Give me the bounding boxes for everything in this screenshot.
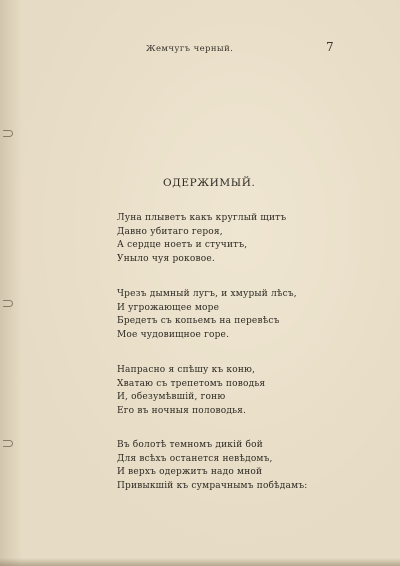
poem-line: А сердце ноетъ и стучитъ, <box>117 240 248 250</box>
stanza-3 <box>117 364 265 418</box>
poem-line: Давно убитаго героя, <box>117 226 223 237</box>
poem-line: Его въ ночныя половодья. <box>117 405 247 416</box>
poem-line: И верхъ одержитъ надо мной <box>117 467 263 477</box>
poem-line: Напрасно я спѣшу къ коню, <box>117 365 256 375</box>
poem-line: Привыкшій къ сумрачнымъ побѣдамъ: <box>117 480 308 491</box>
page-edge-shadow <box>0 558 400 566</box>
poem-line: Въ болотѣ темномъ дикій бой <box>117 440 263 450</box>
binding-stitch <box>3 440 13 447</box>
poem-line: Луна плыветъ какъ круглый щитъ <box>117 213 287 223</box>
binding-stitch <box>3 130 13 137</box>
poem-line: И, обезумѣвшій, гоню <box>117 392 226 402</box>
page-number: 7 <box>326 40 334 54</box>
poem-title: ОДЕРЖИМЫЙ. <box>163 177 256 189</box>
poem-line: Мое чудовищное горе. <box>117 329 230 340</box>
poem-line: Хватаю съ трепетомъ поводья <box>117 378 266 389</box>
stanza-2 <box>117 288 297 342</box>
running-head: Жемчугъ черный. <box>146 44 234 54</box>
poem-line: Бредетъ съ копьемъ на перевѣсъ <box>117 316 280 326</box>
poem-line: И угрожающее море <box>117 302 220 313</box>
stanza-1 <box>117 212 286 266</box>
poem-line: Уныло чуя роковое. <box>117 253 215 264</box>
poem-line: Чрезъ дымный лугъ, и хмурый лѣсъ, <box>117 289 297 299</box>
stanza-4 <box>117 439 307 493</box>
binding-stitch <box>3 300 13 307</box>
poem-line: Для всѣхъ останется невѣдомъ, <box>117 453 273 464</box>
